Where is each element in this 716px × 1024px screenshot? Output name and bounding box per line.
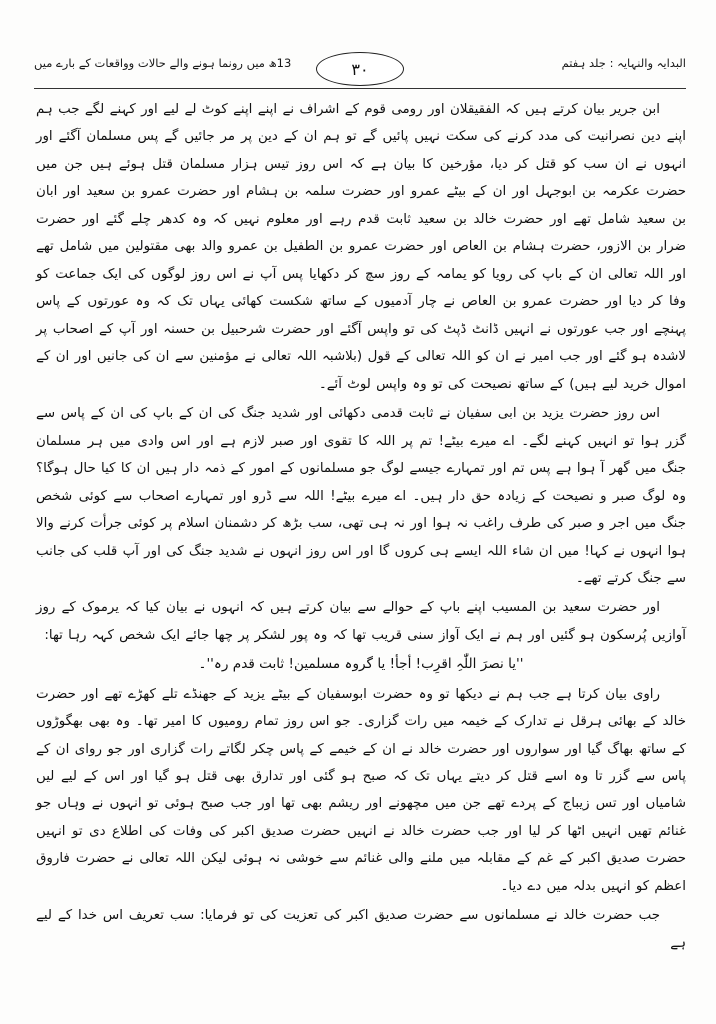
paragraph-1: ابن جریر بیان کرتے ہیں کہ الفقیقلان اور رومی قوم کے اشراف نے اپنے اپنے کوٹ لے لیے اور کہنے لگے جب ہم اپنے دین نصرانیت کی مدد کرنے کی سکت نہیں پائیں گے تو ہم ان کے دین پر مر جائیں گے پس مسلمان آگئے اور انہوں نے ان سب کو قتل کر دیا، مؤرخین کا بیان ہے کہ اس روز تیس ہزار مسلمان قتل ہوئے ہیں جن میں حضرت عکرمہ بن ابوجہل اور ان کے بیٹے عمرو اور حضرت سلمہ بن ہشام اور حضرت عمرو بن سعید اور ابان بن سعید شامل تھے اور حضرت خالد بن سعید ثابت قدم رہے اور معلوم نہیں کہ وہ کدھر چلے گئے اور حضرت ضرار بن الازور، حضرت ہشام بن العاص اور حضرت عمرو بن الطفیل بن عمرو والد بھی مقتولین میں شامل تھے اور اللہ تعالی ان کے باپ کی رویا کو یمامہ کے روز سچ کر دکھایا پس آپ نے اس روز لوگوں کی ایک جماعت کو وفا کر دیا اور حضرت عمرو بن العاص نے چار آدمیوں کے ساتھ شکست کھائی یہاں تک کہ وہ عورتوں کے پاس پہنچے اور جب عورتوں نے انہیں ڈانٹ ڈپٹ کی تو واپس آگئے اور حضرت شرحبیل بن حسنہ اور آپ کے اصحاب پر لاشدہ ہو گئے اور جب امیر نے ان کو اللہ تعالی کے قول (بلاشبہ اللہ تعالی نے مؤمنین سے ان کی جانیں اور ان کے اموال خرید لیے ہیں) کے ساتھ نصیحت کی تو وہ واپس لوٹ آئے۔ [36, 102, 686, 392]
page-number: ٣٠ [351, 59, 369, 79]
header-volume-title: البدایہ والنہایہ : جلد ہفتم [561, 56, 686, 70]
paragraph-2: اس روز حضرت یزید بن ابی سفیان نے ثابت قدمی دکھائی اور شدید جنگ کی ان کے باپ کی ان کے پاس سے گزر ہوا تو انہیں کہنے لگے۔ اے میرے بیٹے! تم پر اللہ کا تقوی اور صبر لازم ہے اور اس وادی میں ہر مسلمان جنگ میں گھر آ ہوا ہے پس تم اور تمہارے جیسے لوگ جو مسلمانوں کے امور کے ذمہ دار ہیں ان کا کیا حال ہوگا؟ وہ لوگ صبر و نصیحت کے زیادہ حق دار ہیں۔ اے میرے بیٹے! اللہ سے ڈرو اور تمہارے اصحاب سے کوئی شخص جنگ میں اجر و صبر کی طرف راغب نہ ہوا اور نہ ہی تھی، سب بڑھ کر دشمنان اسلام پر کوئی جرأت کرنے والا ہوا انہوں نے کہا! میں ان شاء اللہ ایسے ہی کروں گا اور اس روز انہوں نے شدید جنگ کی اور آپ قلب کی جانب سے جنگ کرتے تھے۔ [36, 406, 686, 586]
paragraph-4: راوی بیان کرتا ہے جب ہم نے دیکھا تو وہ حضرت ابوسفیان کے بیٹے یزید کے جھنڈے تلے کھڑے تھے اور حضرت خالد کے بھائی ہرقل نے تدارک کے خیمہ میں رات گزاری۔ جو اس روز تمام رومیوں کا امیر تھا۔ وہ بھی بھگوڑوں کے ساتھ بھاگ گیا اور سواروں اور حضرت خالد نے ان کے خیمے کے پاس چکر لگاتے رات گزاری اور جو روای ان کے پاس سے گزر تا وہ اسے قتل کر دیتے یہاں تک کہ صبح ہو گئی اور تدارق بھی قتل ہو گیا اور اس کے لیے لیں شامیاں اور تس زیباج کے پردے تھے جن میں مچھونے اور ریشم بھی تھا اور جب صبح ہوئی تو انہوں نے وہاں جو غنائم تھیں انہیں اٹھا کر لیا اور جب حضرت خالد نے انہیں حضرت صدیق اکبر کی وفات کی اطلاع دی تو انہیں حضرت صدیق اکبر کے غم کے مقابلہ میں ملنے والی غنائم سے خوشی نہ ہوئی لیکن اللہ تعالی نے حضرت فاروق اعظم کو انہیں بدلہ میں دے دیا۔ [36, 686, 686, 894]
header-divider [34, 88, 686, 89]
paragraph-5: جب حضرت خالد نے مسلمانوں سے حضرت صدیق اکبر کی تعزیت کی تو فرمایا: سب تعریف اس خدا کے لیے ہے [36, 908, 686, 951]
paragraph-3: اور حضرت سعید بن المسیب اپنے باپ کے حوالے سے بیان کرتے ہیں کہ انہوں نے بیان کیا کہ یرموک کے روز آوازیں پُرسکون ہو گئیں اور ہم نے ایک آواز سنی قریب تھا کہ وہ پور لشکر پر چھا جائے ایک شخص کہہ رہا تھا: [36, 600, 686, 643]
page-number-badge [316, 52, 404, 86]
page-header [34, 52, 686, 86]
header-chapter-title: 13ھ میں رونما ہونے والے حالات وواقعات کے بارے میں [34, 56, 292, 70]
inline-quote: ''یا نصرَ اللّٰہِ اقرِب! أجأ! یا گروہ مسلمین! ثابت قدم رہ''۔ [198, 656, 524, 673]
document-body [36, 96, 686, 984]
